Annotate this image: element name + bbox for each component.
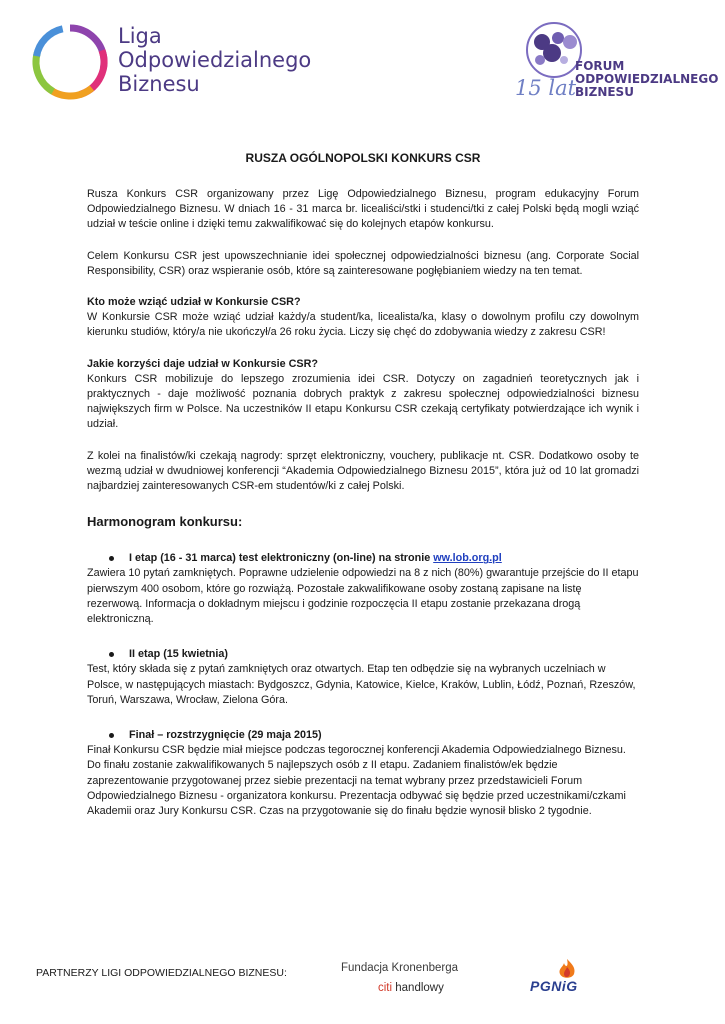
pgnig-logo [530, 958, 590, 998]
lob-logo-line1: Liga [118, 24, 162, 48]
stage-2-title [87, 647, 639, 662]
flame-icon [552, 958, 582, 980]
fob-logo-line1: FORUM [575, 59, 625, 73]
lob-ring-icon [28, 20, 114, 106]
citi-logo-mark: citi [378, 982, 393, 994]
fob-logo-text [575, 60, 718, 99]
fob-years: 15 lat [515, 76, 577, 100]
bullet-icon [109, 733, 114, 738]
partners-label: PARTNERZY LIGI ODPOWIEDZIALNEGO BIZNESU: [36, 967, 287, 979]
intro-paragraph: Rusza Konkurs CSR organizowany przez Ligę Odpowiedzialnego Biznesu, program edukacyjny Forum Odpowiedzialnego Biznesu. W dniach 16 - 31 marca br. licealiści/stki i studenci/tki z całej Polski będą mogli wziąć udział w teście online i dzięki temu zakwalifikować się do kolejnych etapów konkursu. [87, 188, 639, 231]
lob-logo-line2: Odpowiedzialnego [118, 48, 312, 72]
stage-3-title-text: Finał – rozstrzygnięcie (29 maja 2015) [129, 729, 322, 742]
stage-1 [87, 551, 639, 627]
benefits-text: Konkurs CSR mobilizuje do lepszego zrozumienia idei CSR. Dotyczy on zagadnień teoretycznych jak i praktycznych - daje możliwość poznania dobrych praktyk z zakresu społecznej odpowiedzialności biznesu największych firm w Polsce. Na uczestników II etapu Konkursu CSR czekają certyfikaty potwierdzające ich wynik i udział. [87, 372, 639, 431]
citi-handlowy-logo [378, 982, 444, 994]
who-text: W Konkursie CSR może wziąć udział każdy/a student/ka, licealista/ka, klasy o dowolnym profilu czy dowolnym kierunku studiów, który/a nie ukończył/a 26 roku życia. Liczy się chęć do zdobywania wiedzy z zakresu CSR! [87, 311, 639, 339]
fob-logo-line2: ODPOWIEDZIALNEGO [575, 72, 719, 86]
pgnig-logo-text: PGNiG [530, 978, 578, 994]
stage-3 [87, 728, 639, 819]
document-body [87, 151, 639, 839]
stage-3-title [87, 728, 639, 743]
lob-logo-line3: Biznesu [118, 72, 200, 96]
fob-logo [512, 20, 719, 105]
lob-logo [28, 20, 318, 105]
fob-logo-line3: BIZNESU [575, 85, 634, 99]
stage-1-title [87, 551, 639, 566]
stage-2-text: Test, który składa się z pytań zamkniętych oraz otwartych. Etap ten odbędzie się na wybranych uczelniach w Polsce, w następujących miastach: Bydgoszcz, Gdynia, Katowice, Kielce, Kraków, Lublin, Łódź, Poznań, Rzeszów, Toruń, Warszawa, Wrocław, Zielona Góra. [87, 663, 636, 706]
stage-1-title-text: I etap (16 - 31 marca) test elektroniczny (on-line) na stronie [129, 552, 434, 565]
who-heading: Kto może wziąć udział w Konkursie CSR? [87, 296, 301, 309]
goal-paragraph: Celem Konkursu CSR jest upowszechnianie idei społecznej odpowiedzialności biznesu (ang. Corporate Social Responsibility, CSR) oraz wspieranie osób, które są zainteresowane pogłębianiem wiedzy na ten temat. [87, 249, 639, 277]
lob-logo-text [118, 24, 311, 96]
stage-2-title-text: II etap (15 kwietnia) [129, 648, 229, 661]
lob-website-link[interactable]: ww.lob.org.pl [433, 552, 502, 565]
benefits-section [87, 357, 639, 433]
document-title: RUSZA OGÓLNOPOLSKI KONKURS CSR [245, 151, 481, 165]
who-section [87, 295, 639, 341]
bullet-icon [109, 556, 114, 561]
stage-1-text: Zawiera 10 pytań zamkniętych. Poprawne udzielenie odpowiedzi na 8 z nich (80%) gwarantuje przejście do II etapu pierwszym 400 osobom, które go rozwiążą. Pozostałe zakwalifikowane osoby zostaną zapisane na listę rezerwową. Informacja o dokładnym miejscu i godzinie rozpoczęcia II etapu zostanie przekazana drogą elektroniczną. [87, 567, 639, 626]
kronenberg-logo: Fundacja Kronenberga [341, 962, 458, 974]
citi-logo-suffix: handlowy [392, 982, 444, 994]
stage-3-text: Finał Konkursu CSR będzie miał miejsce podczas tegorocznej konferencji Akademia Odpowiedzialnego Biznesu. Do finału zostanie zakwalifikowanych 5 najlepszych osób z II etapu. Zadaniem finalistów/ek będzie zaprezentowanie przygotowanej przez siebie prezentacji na temat wybrany przez przedstawicieli Forum Odpowiedzialnego Biznesu - organizatora konkursu. Prezentacja odbywać się będzie przed uczestnikami/czkami Akademii oraz Jury Konkursu CSR. Czas na przygotowanie się do finału będzie wynosił blisko 2 tygodnie. [87, 744, 626, 818]
schedule-heading: Harmonogram konkursu: [87, 514, 243, 530]
prizes-paragraph: Z kolei na finalistów/ki czekają nagrody: sprzęt elektroniczny, vouchery, publikacje nt. CSR. Dodatkowo osoby te wezmą udział w dwudniowej konferencji “Akademia Odpowiedzialnego Biznesu 2015”, która już od 10 lat gromadzi najbardziej zainteresowanych CSR-em studentów/ki z całej Polski. [87, 449, 639, 493]
benefits-heading: Jakie korzyści daje udział w Konkursie CSR? [87, 357, 319, 370]
stage-2 [87, 647, 639, 708]
bullet-icon [109, 652, 114, 657]
